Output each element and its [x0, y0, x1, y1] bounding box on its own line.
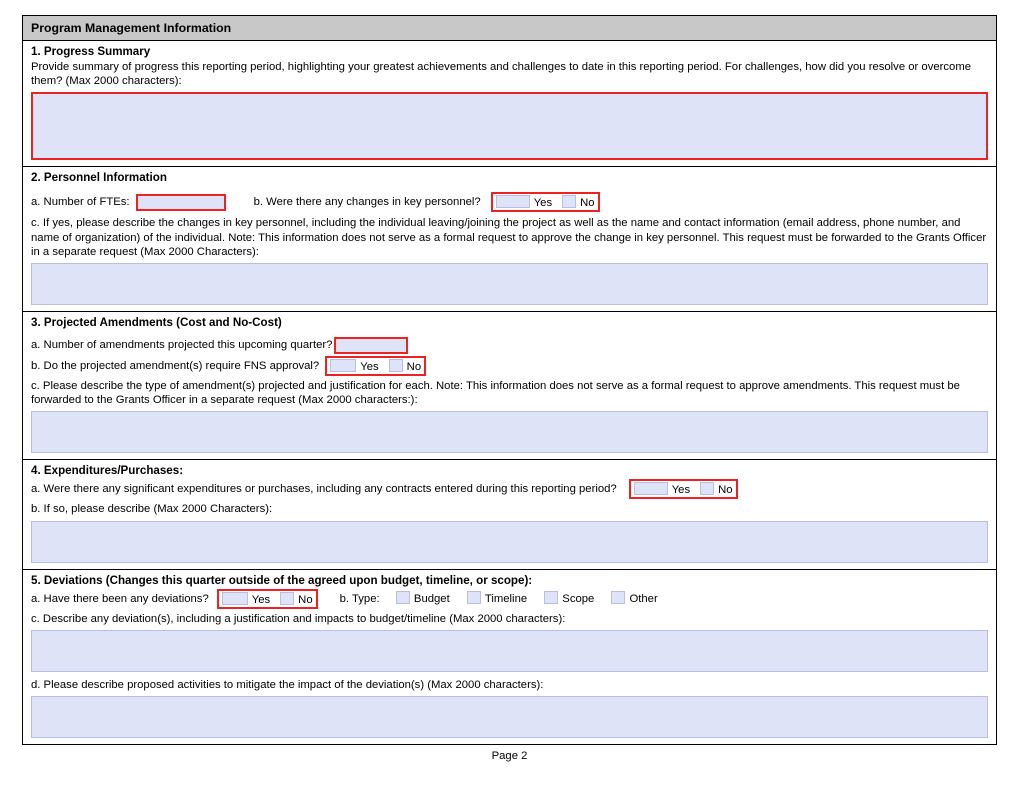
deviation-type-scope-checkbox[interactable]: [544, 591, 558, 604]
section-projected-amendments: [23, 312, 996, 460]
fns-approval-yes-checkbox[interactable]: [330, 359, 356, 372]
deviation-type-label: b. Type:: [339, 593, 380, 606]
section-personnel-information: [23, 167, 996, 312]
deviation-type-timeline-checkbox[interactable]: [467, 591, 481, 604]
expenditures-no-label: No: [718, 484, 733, 497]
deviations-yes-label: Yes: [251, 593, 271, 606]
fns-approval-no-label: No: [406, 361, 422, 374]
amendments-row-b: [31, 356, 988, 376]
expenditures-yes-checkbox[interactable]: [634, 482, 668, 495]
section-expenditures-purchases: [23, 460, 996, 569]
deviations-question-label: a. Have there been any deviations?: [31, 592, 209, 605]
deviation-type-budget-label: Budget: [413, 593, 450, 606]
expenditures-yes-label: Yes: [671, 484, 691, 497]
amendment-count-input[interactable]: [334, 337, 408, 354]
deviation-type-timeline-label: Timeline: [484, 593, 528, 606]
deviation-type-budget-checkbox[interactable]: [396, 591, 410, 604]
deviations-yes-checkbox[interactable]: [222, 592, 248, 605]
key-personnel-no-label: No: [580, 197, 595, 210]
section-4-title: 4. Expenditures/Purchases:: [31, 464, 184, 478]
expenditures-row-a: [31, 479, 988, 499]
amendment-count-label: a. Number of amendments projected this upcoming quarter?: [31, 339, 333, 352]
key-personnel-yes-label: Yes: [533, 197, 553, 210]
deviations-describe-textarea[interactable]: [31, 630, 988, 672]
deviations-row-a: [31, 589, 988, 609]
key-personnel-no-checkbox[interactable]: [562, 195, 576, 208]
fns-approval-yesno-group[interactable]: [325, 356, 426, 376]
deviations-no-label: No: [298, 593, 313, 606]
key-personnel-yes-checkbox[interactable]: [496, 195, 530, 208]
fte-count-input[interactable]: [136, 194, 226, 211]
expenditures-no-checkbox[interactable]: [700, 482, 714, 495]
deviations-mitigation-label: d. Please describe proposed activities to mitigate the impact of the deviation(s) (Max 2000 characters):: [31, 678, 544, 691]
expenditures-yesno-group[interactable]: [629, 479, 738, 499]
key-personnel-change-label: b. Were there any changes in key personnel?: [253, 196, 481, 209]
deviations-mitigation-textarea[interactable]: [31, 696, 988, 738]
personnel-row-a-b: [31, 192, 988, 212]
deviations-yesno-group[interactable]: [217, 589, 318, 609]
expenditures-describe-textarea[interactable]: [31, 521, 988, 563]
section-1-title: 1. Progress Summary: [31, 45, 151, 58]
key-personnel-yesno-group[interactable]: [491, 192, 600, 212]
fns-approval-no-checkbox[interactable]: [389, 359, 403, 372]
amendment-describe-textarea[interactable]: [31, 411, 988, 453]
section-deviations: [23, 570, 996, 744]
fns-approval-yes-label: Yes: [360, 361, 379, 374]
section-1-instructions: Provide summary of progress this reporting period, highlighting your greatest achievements and challenges to date in this reporting period. For challenges, how did you resolve or overcome them? (Max 2000 characters):: [31, 61, 972, 88]
key-personnel-describe-label: c. If yes, please describe the changes in key personnel, including the individual leaving/joining the project as well as the name and contact information (email address, phone number, and name of organization) of the individual. Note: This information does not serve as a formal request to approve the change in key personnel. This request must be forwarded to the Grants Officer in a separate request (Max 2000 Characters):: [31, 217, 987, 258]
section-3-title: 3. Projected Amendments (Cost and No-Cost): [31, 316, 282, 330]
form-header: Program Management Information: [23, 16, 996, 41]
deviation-type-group: [340, 591, 672, 606]
amendments-row-a: [31, 337, 988, 354]
deviation-type-other-checkbox[interactable]: [611, 591, 625, 604]
section-2-title: 2. Personnel Information: [31, 171, 167, 185]
deviation-type-other-label: Other: [629, 593, 658, 606]
program-management-form: [22, 15, 997, 745]
deviations-describe-label: c. Describe any deviation(s), including a justification and impacts to budget/timeline (Max 2000 characters):: [31, 612, 566, 625]
deviation-type-scope-label: Scope: [562, 593, 595, 606]
expenditures-question-label: a. Were there any significant expenditures or purchases, including any contracts entered during this reporting period?: [31, 483, 617, 496]
key-personnel-describe-textarea[interactable]: [31, 263, 988, 305]
fte-count-label: a. Number of FTEs:: [31, 196, 130, 209]
fns-approval-label: b. Do the projected amendment(s) require FNS approval?: [31, 359, 320, 372]
expenditures-describe-label: b. If so, please describe (Max 2000 Characters):: [31, 503, 273, 516]
amendment-describe-label: c. Please describe the type of amendment(s) projected and justification for each. Note: This information does not serve as a formal request to approve amendments. This request must be forwarded to the Grants Officer in a separate request (Max 2000 characters:):: [31, 380, 960, 407]
deviations-no-checkbox[interactable]: [280, 592, 294, 605]
progress-summary-textarea[interactable]: [31, 92, 988, 160]
page-number: Page 2: [491, 750, 528, 762]
section-progress-summary: [23, 41, 996, 167]
section-5-title: 5. Deviations (Changes this quarter outside of the agreed upon budget, timeline, or scope):: [31, 573, 533, 587]
